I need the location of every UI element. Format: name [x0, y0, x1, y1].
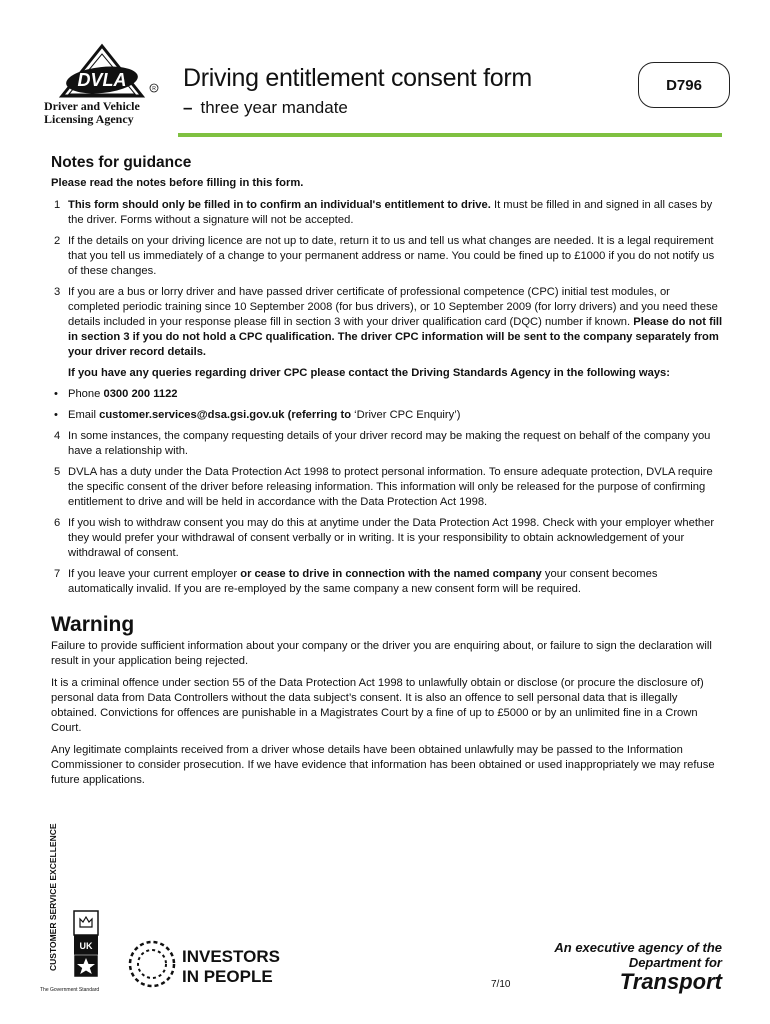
note-number: 2	[54, 235, 61, 247]
note-number: 4	[54, 430, 61, 442]
iip-line2: IN PEOPLE	[182, 967, 273, 986]
note-item-7	[51, 567, 723, 597]
note-item-5	[51, 465, 723, 510]
notes-intro: Please read the notes before filling in this form.	[51, 177, 304, 189]
investors-in-people-logo	[128, 938, 288, 990]
email-referring: (referring to	[284, 409, 352, 421]
logo-text: DVLA	[77, 70, 127, 90]
form-title: Driving entitlement consent form	[183, 64, 532, 92]
form-subtitle-text: three year mandate	[200, 98, 348, 117]
dft-line3: Transport	[619, 969, 722, 994]
warning-paragraph-2: It is a criminal offence under section 55 of the Data Protection Act 1998 to unlawfully obtain or disclose (or procure the disclosure of) personal data from Data Controllers without the data subject’s consent. It is also an offence to sell personal data that is illegally obtained. Convictions for offences are punishable in a Magistrates Court by a fine of up to £5000 or by an unlimited fine in a Crown Court.	[51, 677, 704, 734]
dft-line2: Department for	[628, 955, 722, 970]
note-3-text: If you are a bus or lorry driver and have passed driver certificate of professional competence (CPC) initial test modules, or completed periodic training since 10 September 2008 (for bus drivers), or 10 September 2009 (for lorry drivers) and you need these details included in your response please fill in section 3 with your driver qualification card (DQC) number if known.	[68, 286, 718, 328]
form-subtitle: – three year mandate	[183, 98, 348, 117]
email-bullet	[51, 408, 723, 423]
note-item-1	[51, 198, 723, 228]
notes-heading: Notes for guidance	[51, 154, 192, 171]
note-number: 7	[54, 568, 61, 580]
svg-text:R: R	[152, 86, 156, 92]
note-1-text: It must be filled in and signed in all cases by the driver. Forms without a signature will not be accepted.	[68, 199, 713, 226]
note-item-4	[51, 429, 723, 459]
note-6-text: If you wish to withdraw consent you may do this at anytime under the Data Protection Act 1998. Check with your employer whether they would prefer your withdrawal of consent verbally or in writing. It is your responsibility to obtain acknowledgement of your withdrawal of consent.	[68, 517, 715, 559]
email-subject: ‘Driver CPC Enquiry’)	[351, 409, 461, 421]
cse-standard: The Government Standard	[40, 987, 100, 993]
note-item-3	[51, 285, 723, 360]
note-number: 5	[54, 466, 61, 478]
dft-line1: An executive agency of the	[554, 940, 722, 955]
note-item-2	[51, 234, 723, 279]
iip-line1: INVESTORS	[182, 947, 280, 966]
note-number: 6	[54, 517, 61, 529]
phone-number: 0300 200 1122	[103, 388, 178, 400]
note-7-bold: or cease to drive in connection with the named company	[240, 568, 542, 580]
agency-name	[44, 100, 164, 126]
page-number: 7/10	[491, 979, 511, 990]
note-7-text-a: If you leave your current employer	[68, 568, 241, 580]
note-item-6	[51, 516, 723, 561]
warning-heading: Warning	[51, 613, 135, 636]
form-code-badge: D796	[638, 62, 730, 108]
email-address: customer.services@dsa.gsi.gov.uk	[99, 409, 285, 421]
phone-bullet	[51, 387, 723, 402]
phone-label: Phone	[68, 388, 104, 400]
email-label: Email	[68, 409, 100, 421]
customer-service-excellence-logo	[40, 823, 110, 995]
document-body	[51, 155, 723, 795]
warning-paragraph-3: Any legitimate complaints received from a driver whose details have been obtained unlawfully may be passed to the Information Commissioner to consider prosecution. If we have evidence that information has been obtained or used inappropriately we may refuse future applications.	[51, 744, 715, 786]
bullet-mark: •	[54, 409, 58, 421]
note-4-text: In some instances, the company requesting details of your driver record may be making the request on behalf of the company you have a relationship with.	[68, 430, 711, 457]
agency-name-line2: Licensing Agency	[44, 112, 134, 126]
note-7-text-b: your consent becomes automatically invalid. If you are re-employed by the same company a new consent form will be required.	[68, 568, 658, 595]
bullet-mark: •	[54, 388, 58, 400]
cpc-queries: If you have any queries regarding driver CPC please contact the Driving Standards Agency in the following ways:	[68, 367, 670, 379]
laurel-icon	[130, 942, 174, 986]
green-divider	[178, 133, 722, 137]
note-3-bold: Please do not fill in section 3 if you do not hold a CPC qualification. The driver CPC information will be sent to the company separately from your driver record details.	[68, 316, 723, 358]
note-number: 3	[54, 286, 61, 298]
note-2-text: If the details on your driving licence are not up to date, return it to us and tell us what changes are needed. It is a legal requirement that you tell us immediately of a change to your permanent address or name. You could be fined up to £1000 if you do not notify us of these changes.	[68, 235, 715, 277]
note-number: 1	[54, 199, 61, 211]
dft-attribution	[540, 940, 722, 994]
cse-uk: UK	[79, 941, 93, 951]
note-1-bold: This form should only be filled in to confirm an individual's entitlement to drive.	[68, 199, 491, 211]
agency-name-line1: Driver and Vehicle	[44, 99, 140, 113]
note-5-text: DVLA has a duty under the Data Protection Act 1998 to protect personal information. To ensure adequate protection, DVLA require the specific consent of the driver before releasing information. This information will only be released for the purpose of confirming entitlement to drive and will be held in accordance with the Data Protection Act 1998.	[68, 466, 713, 508]
warning-paragraph-1: Failure to provide sufficient information about your company or the driver you are enquiring about, or failure to sign the declaration will result in your application being rejected.	[51, 640, 712, 667]
cse-text: CUSTOMER SERVICE EXCELLENCE	[48, 823, 58, 971]
